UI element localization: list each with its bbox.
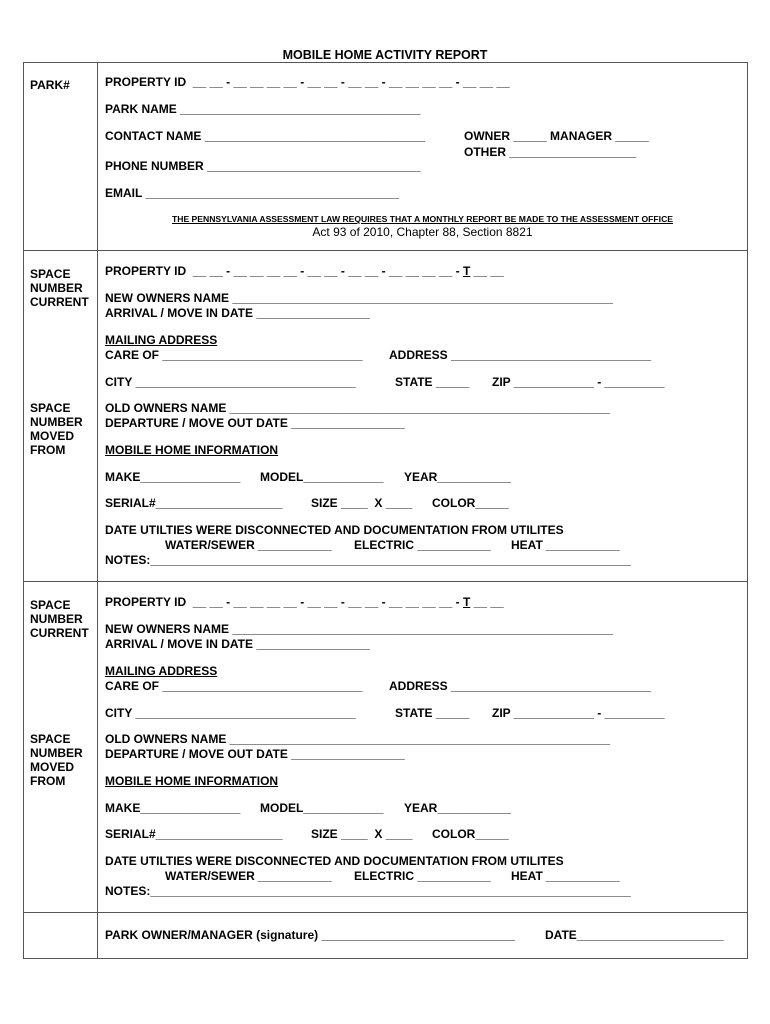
arrival-date-field[interactable]: ARRIVAL / MOVE IN DATE _________________ [105,637,370,651]
park-name-field[interactable]: PARK NAME ____________________________________ [105,102,421,116]
old-owners-name-field[interactable]: OLD OWNERS NAME _________________________________________________________ [105,401,611,415]
utilities-disconnected-label: DATE UTILTIES WERE DISCONNECTED AND DOCUMENTATION FROM UTILITES [105,523,564,537]
space-number-current-label: SPACE NUMBER CURRENT [30,267,89,309]
email-field[interactable]: EMAIL ______________________________________ [105,186,400,200]
notes-field[interactable]: NOTES:________________________________________________________________________ [105,884,631,898]
mobile-home-information-heading: MOBILE HOME INFORMATION [105,774,279,788]
electric-field[interactable]: ELECTRIC ___________ [354,869,491,883]
phone-number-field[interactable]: PHONE NUMBER ________________________________ [105,159,421,173]
property-id-field[interactable] [105,264,504,278]
water-sewer-field[interactable]: WATER/SEWER ___________ [165,538,332,552]
property-id-suffix: __ __ [470,595,504,609]
park-number-label: PARK# [30,78,70,92]
new-owners-name-field[interactable]: NEW OWNERS NAME _________________________________________________________ [105,291,613,305]
address-field[interactable]: ADDRESS ______________________________ [389,348,652,362]
color-field[interactable]: COLOR_____ [432,827,509,841]
care-of-field[interactable]: CARE OF ______________________________ [105,348,363,362]
contact-name-field[interactable]: CONTACT NAME _________________________________ [105,129,426,143]
assessment-law-notice: THE PENNSYLVANIA ASSESSMENT LAW REQUIRES THAT A MONTHLY REPORT BE MADE TO THE ASSESSMENT OFFICE [171,214,674,224]
property-id-t: T [463,595,471,609]
new-owners-name-field[interactable]: NEW OWNERS NAME _________________________________________________________ [105,622,613,636]
electric-field[interactable]: ELECTRIC ___________ [354,538,491,552]
heat-field[interactable]: HEAT ___________ [511,538,620,552]
heat-field[interactable]: HEAT ___________ [511,869,620,883]
make-field[interactable]: MAKE_______________ [105,801,241,815]
notes-field[interactable]: NOTES:________________________________________________________________________ [105,553,631,567]
signature-field[interactable]: PARK OWNER/MANAGER (signature) _____________________________ [105,928,515,942]
care-of-field[interactable]: CARE OF ______________________________ [105,679,363,693]
make-field[interactable]: MAKE_______________ [105,470,241,484]
date-field[interactable]: DATE______________________ [545,928,724,942]
city-field[interactable]: CITY _________________________________ [105,706,356,720]
row-divider [23,581,748,582]
zip-field[interactable]: ZIP ____________ - _________ [492,375,665,389]
other-field[interactable]: OTHER ___________________ [464,145,637,159]
departure-date-field[interactable]: DEPARTURE / MOVE OUT DATE _________________ [105,747,405,761]
act-reference: Act 93 of 2010, Chapter 88, Section 8821 [312,225,533,239]
water-sewer-field[interactable]: WATER/SEWER ___________ [165,869,332,883]
mobile-home-information-heading: MOBILE HOME INFORMATION [105,443,279,457]
city-field[interactable]: CITY _________________________________ [105,375,356,389]
property-id-prefix: PROPERTY ID __ __ - __ __ __ __ - __ __ - __ __ - __ __ __ __ - [105,264,463,278]
zip-field[interactable]: ZIP ____________ - _________ [492,706,665,720]
model-field[interactable]: MODEL____________ [260,801,384,815]
year-field[interactable]: YEAR___________ [404,801,511,815]
state-field[interactable]: STATE _____ [395,706,470,720]
mailing-address-heading: MAILING ADDRESS [105,664,218,678]
form-title: MOBILE HOME ACTIVITY REPORT [282,48,488,62]
serial-field[interactable]: SERIAL#___________________ [105,496,283,510]
address-field[interactable]: ADDRESS ______________________________ [389,679,652,693]
year-field[interactable]: YEAR___________ [404,470,511,484]
row-divider [23,912,748,913]
utilities-disconnected-label: DATE UTILTIES WERE DISCONNECTED AND DOCUMENTATION FROM UTILITES [105,854,564,868]
space-number-moved-from-label: SPACE NUMBER MOVED FROM [30,401,83,457]
color-field[interactable]: COLOR_____ [432,496,509,510]
mailing-address-heading: MAILING ADDRESS [105,333,218,347]
serial-field[interactable]: SERIAL#___________________ [105,827,283,841]
property-id-field[interactable]: PROPERTY ID __ __ - __ __ __ __ - __ __ - __ __ - __ __ __ __ - __ __ __ [105,75,510,89]
departure-date-field[interactable]: DEPARTURE / MOVE OUT DATE _________________ [105,416,405,430]
size-field[interactable]: SIZE ____ X ____ [311,496,413,510]
property-id-suffix: __ __ [470,264,504,278]
old-owners-name-field[interactable]: OLD OWNERS NAME _________________________________________________________ [105,732,611,746]
property-id-t: T [463,264,471,278]
space-number-moved-from-label: SPACE NUMBER MOVED FROM [30,732,83,788]
space-number-current-label: SPACE NUMBER CURRENT [30,598,89,640]
row-divider [23,250,748,251]
arrival-date-field[interactable]: ARRIVAL / MOVE IN DATE _________________ [105,306,370,320]
size-field[interactable]: SIZE ____ X ____ [311,827,413,841]
model-field[interactable]: MODEL____________ [260,470,384,484]
property-id-field[interactable] [105,595,504,609]
state-field[interactable]: STATE _____ [395,375,470,389]
owner-manager-field[interactable]: OWNER _____ MANAGER _____ [464,129,649,143]
property-id-prefix: PROPERTY ID __ __ - __ __ __ __ - __ __ - __ __ - __ __ __ __ - [105,595,463,609]
column-divider [97,62,98,959]
